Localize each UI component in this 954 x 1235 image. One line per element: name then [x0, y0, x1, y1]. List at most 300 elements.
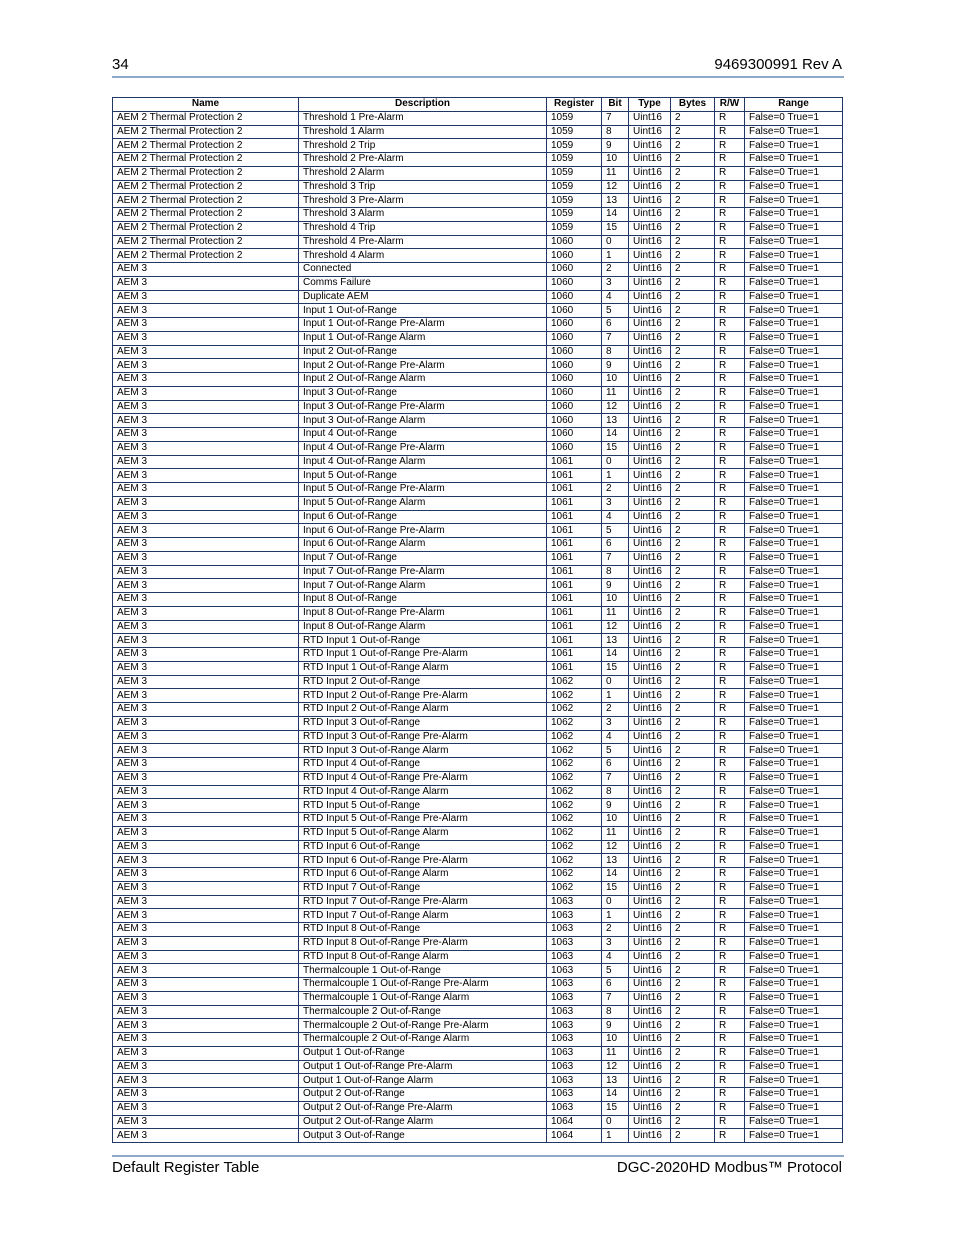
cell-description: Threshold 2 Trip — [299, 139, 547, 153]
table-row — [113, 634, 843, 648]
cell-bit: 8 — [602, 125, 629, 139]
cell-name: AEM 3 — [113, 813, 299, 827]
cell-register: 1061 — [547, 593, 602, 607]
cell-type: Uint16 — [629, 373, 671, 387]
cell-name: AEM 2 Thermal Protection 2 — [113, 139, 299, 153]
cell-description: Input 5 Out-of-Range Pre-Alarm — [299, 483, 547, 497]
cell-bytes: 2 — [671, 936, 715, 950]
table-row — [113, 551, 843, 565]
cell-range: False=0 True=1 — [745, 290, 843, 304]
cell-rw: R — [715, 923, 745, 937]
cell-bytes: 2 — [671, 1033, 715, 1047]
cell-register: 1060 — [547, 373, 602, 387]
cell-rw: R — [715, 538, 745, 552]
table-row — [113, 304, 843, 318]
cell-name: AEM 3 — [113, 854, 299, 868]
cell-type: Uint16 — [629, 386, 671, 400]
cell-bytes: 2 — [671, 895, 715, 909]
cell-bytes: 2 — [671, 689, 715, 703]
cell-name: AEM 3 — [113, 1046, 299, 1060]
cell-name: AEM 3 — [113, 441, 299, 455]
table-row — [113, 208, 843, 222]
column-header-bytes: Bytes — [671, 98, 715, 112]
cell-name: AEM 3 — [113, 661, 299, 675]
cell-range: False=0 True=1 — [745, 950, 843, 964]
cell-register: 1064 — [547, 1129, 602, 1143]
cell-name: AEM 2 Thermal Protection 2 — [113, 249, 299, 263]
table-row — [113, 689, 843, 703]
cell-bit: 14 — [602, 648, 629, 662]
cell-register: 1062 — [547, 703, 602, 717]
cell-name: AEM 3 — [113, 331, 299, 345]
cell-register: 1062 — [547, 730, 602, 744]
table-row — [113, 758, 843, 772]
cell-name: AEM 3 — [113, 386, 299, 400]
cell-type: Uint16 — [629, 194, 671, 208]
cell-bit: 1 — [602, 469, 629, 483]
cell-description: Output 1 Out-of-Range Pre-Alarm — [299, 1060, 547, 1074]
cell-rw: R — [715, 1129, 745, 1143]
cell-bit: 0 — [602, 1115, 629, 1129]
cell-description: Thermalcouple 2 Out-of-Range Pre-Alarm — [299, 1019, 547, 1033]
cell-register: 1061 — [547, 620, 602, 634]
cell-bit: 7 — [602, 111, 629, 125]
table-row — [113, 441, 843, 455]
cell-type: Uint16 — [629, 923, 671, 937]
cell-bit: 7 — [602, 991, 629, 1005]
cell-description: Input 3 Out-of-Range Pre-Alarm — [299, 400, 547, 414]
cell-rw: R — [715, 703, 745, 717]
cell-type: Uint16 — [629, 111, 671, 125]
table-row — [113, 868, 843, 882]
table-row — [113, 854, 843, 868]
table-row — [113, 318, 843, 332]
cell-description: Threshold 4 Pre-Alarm — [299, 235, 547, 249]
cell-rw: R — [715, 111, 745, 125]
table-row — [113, 1088, 843, 1102]
cell-name: AEM 3 — [113, 359, 299, 373]
cell-range: False=0 True=1 — [745, 111, 843, 125]
table-row — [113, 923, 843, 937]
cell-type: Uint16 — [629, 565, 671, 579]
cell-rw: R — [715, 716, 745, 730]
cell-register: 1062 — [547, 881, 602, 895]
table-row — [113, 826, 843, 840]
cell-register: 1059 — [547, 111, 602, 125]
cell-bit: 8 — [602, 785, 629, 799]
cell-description: Input 5 Out-of-Range Alarm — [299, 496, 547, 510]
cell-description: RTD Input 1 Out-of-Range Pre-Alarm — [299, 648, 547, 662]
cell-range: False=0 True=1 — [745, 524, 843, 538]
cell-rw: R — [715, 414, 745, 428]
cell-description: RTD Input 8 Out-of-Range Pre-Alarm — [299, 936, 547, 950]
cell-register: 1060 — [547, 276, 602, 290]
table-row — [113, 1129, 843, 1143]
cell-name: AEM 2 Thermal Protection 2 — [113, 180, 299, 194]
cell-description: Threshold 1 Alarm — [299, 125, 547, 139]
cell-range: False=0 True=1 — [745, 675, 843, 689]
table-header — [113, 98, 843, 112]
cell-description: RTD Input 1 Out-of-Range — [299, 634, 547, 648]
cell-range: False=0 True=1 — [745, 510, 843, 524]
cell-rw: R — [715, 524, 745, 538]
cell-bit: 2 — [602, 923, 629, 937]
cell-bit: 1 — [602, 1129, 629, 1143]
cell-type: Uint16 — [629, 249, 671, 263]
cell-register: 1061 — [547, 469, 602, 483]
cell-type: Uint16 — [629, 648, 671, 662]
cell-range: False=0 True=1 — [745, 730, 843, 744]
cell-type: Uint16 — [629, 716, 671, 730]
cell-bit: 9 — [602, 1019, 629, 1033]
cell-register: 1060 — [547, 428, 602, 442]
cell-bit: 5 — [602, 304, 629, 318]
cell-bytes: 2 — [671, 978, 715, 992]
cell-bytes: 2 — [671, 648, 715, 662]
table-row — [113, 716, 843, 730]
cell-name: AEM 3 — [113, 1033, 299, 1047]
cell-register: 1063 — [547, 923, 602, 937]
page-number: 34 — [112, 56, 129, 73]
cell-type: Uint16 — [629, 400, 671, 414]
cell-name: AEM 3 — [113, 276, 299, 290]
cell-description: Input 3 Out-of-Range — [299, 386, 547, 400]
cell-bytes: 2 — [671, 923, 715, 937]
cell-register: 1062 — [547, 675, 602, 689]
cell-bytes: 2 — [671, 909, 715, 923]
cell-bit: 2 — [602, 263, 629, 277]
cell-rw: R — [715, 881, 745, 895]
table-row — [113, 978, 843, 992]
cell-name: AEM 3 — [113, 978, 299, 992]
table-row — [113, 1101, 843, 1115]
cell-name: AEM 3 — [113, 1074, 299, 1088]
footer-divider — [112, 1155, 844, 1157]
cell-bytes: 2 — [671, 331, 715, 345]
cell-bit: 13 — [602, 1074, 629, 1088]
cell-range: False=0 True=1 — [745, 1074, 843, 1088]
cell-range: False=0 True=1 — [745, 744, 843, 758]
cell-range: False=0 True=1 — [745, 304, 843, 318]
cell-bytes: 2 — [671, 180, 715, 194]
cell-name: AEM 3 — [113, 703, 299, 717]
cell-range: False=0 True=1 — [745, 1033, 843, 1047]
cell-name: AEM 3 — [113, 923, 299, 937]
cell-bytes: 2 — [671, 730, 715, 744]
cell-description: Thermalcouple 1 Out-of-Range — [299, 964, 547, 978]
cell-type: Uint16 — [629, 978, 671, 992]
cell-register: 1063 — [547, 909, 602, 923]
cell-name: AEM 3 — [113, 414, 299, 428]
cell-range: False=0 True=1 — [745, 771, 843, 785]
cell-name: AEM 3 — [113, 675, 299, 689]
register-table — [112, 97, 843, 1143]
cell-register: 1063 — [547, 1088, 602, 1102]
table-row — [113, 428, 843, 442]
table-row — [113, 483, 843, 497]
cell-range: False=0 True=1 — [745, 964, 843, 978]
cell-bytes: 2 — [671, 868, 715, 882]
cell-rw: R — [715, 689, 745, 703]
table-row — [113, 703, 843, 717]
cell-range: False=0 True=1 — [745, 400, 843, 414]
cell-bytes: 2 — [671, 235, 715, 249]
cell-bit: 1 — [602, 249, 629, 263]
table-header-row — [113, 98, 843, 112]
cell-register: 1063 — [547, 950, 602, 964]
cell-name: AEM 3 — [113, 771, 299, 785]
cell-register: 1062 — [547, 854, 602, 868]
cell-bit: 10 — [602, 373, 629, 387]
cell-name: AEM 2 Thermal Protection 2 — [113, 235, 299, 249]
table-row — [113, 565, 843, 579]
cell-type: Uint16 — [629, 139, 671, 153]
cell-description: Threshold 4 Trip — [299, 221, 547, 235]
cell-bytes: 2 — [671, 1005, 715, 1019]
cell-bit: 10 — [602, 813, 629, 827]
cell-rw: R — [715, 606, 745, 620]
table-row — [113, 813, 843, 827]
cell-description: Input 2 Out-of-Range Alarm — [299, 373, 547, 387]
cell-register: 1063 — [547, 964, 602, 978]
cell-range: False=0 True=1 — [745, 208, 843, 222]
footer-section-title: Default Register Table — [112, 1159, 260, 1176]
cell-rw: R — [715, 593, 745, 607]
cell-bytes: 2 — [671, 359, 715, 373]
cell-description: RTD Input 1 Out-of-Range Alarm — [299, 661, 547, 675]
cell-bit: 14 — [602, 428, 629, 442]
cell-name: AEM 3 — [113, 1129, 299, 1143]
cell-type: Uint16 — [629, 785, 671, 799]
cell-bit: 15 — [602, 221, 629, 235]
cell-name: AEM 3 — [113, 400, 299, 414]
cell-bytes: 2 — [671, 455, 715, 469]
table-row — [113, 1005, 843, 1019]
cell-bit: 9 — [602, 799, 629, 813]
cell-name: AEM 3 — [113, 648, 299, 662]
cell-name: AEM 3 — [113, 785, 299, 799]
cell-type: Uint16 — [629, 469, 671, 483]
cell-range: False=0 True=1 — [745, 881, 843, 895]
cell-name: AEM 2 Thermal Protection 2 — [113, 111, 299, 125]
cell-bit: 5 — [602, 744, 629, 758]
cell-range: False=0 True=1 — [745, 386, 843, 400]
cell-bytes: 2 — [671, 263, 715, 277]
cell-type: Uint16 — [629, 551, 671, 565]
cell-bit: 11 — [602, 826, 629, 840]
cell-range: False=0 True=1 — [745, 235, 843, 249]
cell-range: False=0 True=1 — [745, 813, 843, 827]
cell-description: RTD Input 2 Out-of-Range Pre-Alarm — [299, 689, 547, 703]
cell-type: Uint16 — [629, 909, 671, 923]
cell-range: False=0 True=1 — [745, 1115, 843, 1129]
cell-rw: R — [715, 1005, 745, 1019]
cell-rw: R — [715, 263, 745, 277]
cell-range: False=0 True=1 — [745, 661, 843, 675]
cell-range: False=0 True=1 — [745, 483, 843, 497]
cell-bytes: 2 — [671, 1088, 715, 1102]
cell-range: False=0 True=1 — [745, 139, 843, 153]
cell-name: AEM 3 — [113, 318, 299, 332]
cell-range: False=0 True=1 — [745, 1046, 843, 1060]
cell-bytes: 2 — [671, 373, 715, 387]
cell-bytes: 2 — [671, 469, 715, 483]
cell-register: 1059 — [547, 194, 602, 208]
header-divider — [112, 76, 844, 78]
cell-bit: 14 — [602, 208, 629, 222]
cell-bit: 12 — [602, 1060, 629, 1074]
cell-description: Input 4 Out-of-Range — [299, 428, 547, 442]
cell-bit: 0 — [602, 455, 629, 469]
cell-bit: 15 — [602, 881, 629, 895]
cell-range: False=0 True=1 — [745, 263, 843, 277]
cell-rw: R — [715, 1060, 745, 1074]
cell-register: 1060 — [547, 441, 602, 455]
column-header-description: Description — [299, 98, 547, 112]
cell-bytes: 2 — [671, 386, 715, 400]
cell-name: AEM 3 — [113, 909, 299, 923]
cell-bytes: 2 — [671, 139, 715, 153]
cell-bit: 13 — [602, 414, 629, 428]
cell-register: 1062 — [547, 813, 602, 827]
cell-register: 1062 — [547, 758, 602, 772]
cell-range: False=0 True=1 — [745, 373, 843, 387]
cell-range: False=0 True=1 — [745, 194, 843, 208]
cell-name: AEM 3 — [113, 428, 299, 442]
cell-bytes: 2 — [671, 510, 715, 524]
cell-type: Uint16 — [629, 414, 671, 428]
cell-type: Uint16 — [629, 331, 671, 345]
cell-description: Input 7 Out-of-Range — [299, 551, 547, 565]
cell-type: Uint16 — [629, 359, 671, 373]
cell-range: False=0 True=1 — [745, 551, 843, 565]
cell-bit: 10 — [602, 153, 629, 167]
cell-description: Input 4 Out-of-Range Pre-Alarm — [299, 441, 547, 455]
cell-register: 1059 — [547, 139, 602, 153]
cell-type: Uint16 — [629, 1101, 671, 1115]
cell-type: Uint16 — [629, 1115, 671, 1129]
cell-name: AEM 3 — [113, 538, 299, 552]
cell-bytes: 2 — [671, 813, 715, 827]
cell-type: Uint16 — [629, 524, 671, 538]
cell-range: False=0 True=1 — [745, 703, 843, 717]
cell-range: False=0 True=1 — [745, 565, 843, 579]
cell-type: Uint16 — [629, 661, 671, 675]
cell-register: 1060 — [547, 318, 602, 332]
cell-register: 1060 — [547, 235, 602, 249]
table-row — [113, 909, 843, 923]
cell-range: False=0 True=1 — [745, 758, 843, 772]
cell-range: False=0 True=1 — [745, 331, 843, 345]
table-row — [113, 991, 843, 1005]
cell-register: 1061 — [547, 634, 602, 648]
cell-rw: R — [715, 386, 745, 400]
cell-range: False=0 True=1 — [745, 978, 843, 992]
cell-register: 1060 — [547, 400, 602, 414]
cell-name: AEM 3 — [113, 936, 299, 950]
column-header-bit: Bit — [602, 98, 629, 112]
cell-rw: R — [715, 648, 745, 662]
cell-register: 1063 — [547, 1101, 602, 1115]
cell-register: 1062 — [547, 744, 602, 758]
cell-type: Uint16 — [629, 428, 671, 442]
cell-description: RTD Input 3 Out-of-Range — [299, 716, 547, 730]
cell-range: False=0 True=1 — [745, 909, 843, 923]
cell-bit: 5 — [602, 524, 629, 538]
cell-range: False=0 True=1 — [745, 180, 843, 194]
cell-type: Uint16 — [629, 318, 671, 332]
cell-description: Output 1 Out-of-Range Alarm — [299, 1074, 547, 1088]
cell-rw: R — [715, 895, 745, 909]
cell-name: AEM 3 — [113, 689, 299, 703]
cell-description: Output 3 Out-of-Range — [299, 1129, 547, 1143]
cell-register: 1064 — [547, 1115, 602, 1129]
cell-name: AEM 3 — [113, 551, 299, 565]
cell-bytes: 2 — [671, 496, 715, 510]
cell-description: RTD Input 5 Out-of-Range Pre-Alarm — [299, 813, 547, 827]
table-row — [113, 180, 843, 194]
cell-register: 1061 — [547, 483, 602, 497]
cell-type: Uint16 — [629, 304, 671, 318]
cell-description: Input 2 Out-of-Range — [299, 345, 547, 359]
cell-rw: R — [715, 868, 745, 882]
cell-type: Uint16 — [629, 964, 671, 978]
cell-type: Uint16 — [629, 840, 671, 854]
table-row — [113, 730, 843, 744]
cell-rw: R — [715, 799, 745, 813]
cell-register: 1060 — [547, 331, 602, 345]
cell-name: AEM 3 — [113, 510, 299, 524]
cell-type: Uint16 — [629, 895, 671, 909]
cell-bit: 7 — [602, 551, 629, 565]
cell-rw: R — [715, 373, 745, 387]
cell-register: 1063 — [547, 1019, 602, 1033]
cell-bytes: 2 — [671, 964, 715, 978]
cell-description: Output 1 Out-of-Range — [299, 1046, 547, 1060]
cell-rw: R — [715, 579, 745, 593]
cell-name: AEM 3 — [113, 1088, 299, 1102]
cell-type: Uint16 — [629, 166, 671, 180]
cell-register: 1059 — [547, 125, 602, 139]
cell-name: AEM 3 — [113, 950, 299, 964]
cell-bit: 2 — [602, 703, 629, 717]
cell-range: False=0 True=1 — [745, 620, 843, 634]
cell-type: Uint16 — [629, 538, 671, 552]
cell-description: Input 4 Out-of-Range Alarm — [299, 455, 547, 469]
cell-type: Uint16 — [629, 771, 671, 785]
table-row — [113, 400, 843, 414]
table-row — [113, 345, 843, 359]
cell-rw: R — [715, 1101, 745, 1115]
cell-name: AEM 3 — [113, 881, 299, 895]
cell-bytes: 2 — [671, 111, 715, 125]
cell-bytes: 2 — [671, 166, 715, 180]
cell-range: False=0 True=1 — [745, 1005, 843, 1019]
cell-type: Uint16 — [629, 221, 671, 235]
column-header-type: Type — [629, 98, 671, 112]
cell-description: Input 8 Out-of-Range — [299, 593, 547, 607]
cell-rw: R — [715, 153, 745, 167]
cell-range: False=0 True=1 — [745, 579, 843, 593]
cell-rw: R — [715, 208, 745, 222]
table-row — [113, 455, 843, 469]
cell-register: 1061 — [547, 455, 602, 469]
cell-bytes: 2 — [671, 483, 715, 497]
cell-name: AEM 2 Thermal Protection 2 — [113, 194, 299, 208]
table-row — [113, 1046, 843, 1060]
cell-register: 1063 — [547, 1060, 602, 1074]
cell-bytes: 2 — [671, 771, 715, 785]
